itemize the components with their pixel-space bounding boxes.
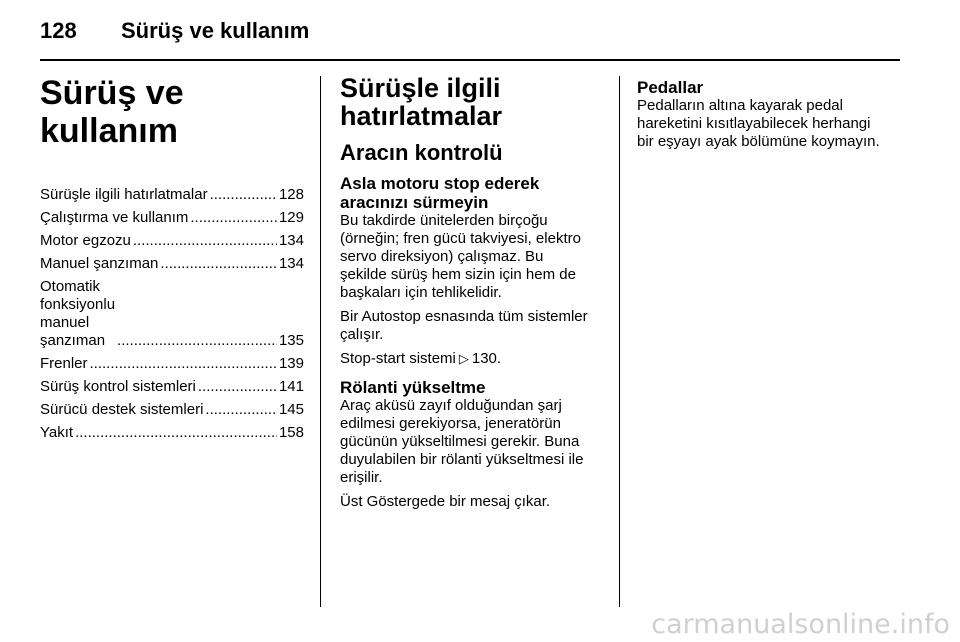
toc-item-page: 129 [278, 209, 304, 226]
sub-section-title: Aracın kontrolü [340, 140, 503, 165]
toc-item[interactable] [40, 401, 304, 419]
column-2 [340, 74, 604, 517]
toc-item[interactable] [40, 355, 304, 373]
paragraph: Üst Göstergede bir mesaj çıkar. [340, 493, 551, 510]
toc-leader [133, 232, 277, 250]
toc-item[interactable] [40, 378, 304, 396]
toc-item-page: 145 [278, 401, 304, 418]
chapter-title: Sürüş ve kullanım [40, 74, 184, 150]
toc-item-page: 134 [278, 255, 304, 272]
toc-item-title: Sürüşle ilgili hatırlatmalar [40, 186, 208, 203]
cross-reference-paragraph [340, 350, 604, 368]
page-number: 128 [40, 18, 77, 43]
toc-leader [205, 401, 277, 419]
toc-item-page: 134 [278, 232, 304, 249]
toc-item-title: Motor egzozu [40, 232, 131, 249]
paragraph: Pedalların altına kayarak pedal hareketini kısıtlayabilecek herhangi bir eşyayı ayak bölümüne koymayın. [637, 97, 880, 150]
toc-item-title: Sürücü destek sistemleri [40, 401, 204, 418]
toc-leader [90, 355, 277, 373]
column-divider-2 [619, 76, 620, 607]
toc-item-title: Yakıt [40, 424, 74, 441]
paragraph: Bu takdirde ünitelerden birçoğu (örneğin; fren gücü takviyesi, elektro servo direksiyon) çalışmaz. Bu şekilde sürüş hem sizin için hem de başkaları için tehlikelidir. [340, 212, 581, 301]
column-1 [40, 74, 304, 447]
column-3 [637, 74, 907, 157]
toc-item[interactable] [40, 232, 304, 250]
toc-item[interactable] [40, 424, 304, 442]
column-divider-1 [320, 76, 321, 607]
toc-leader [160, 255, 277, 273]
toc-leader [117, 332, 277, 350]
toc-item[interactable] [40, 255, 304, 273]
toc-item-title: Manuel şanzıman [40, 255, 159, 272]
toc-leader [210, 186, 277, 204]
toc-leader [198, 378, 277, 396]
toc-item-page: 135 [278, 332, 304, 349]
toc-item[interactable] [40, 186, 304, 204]
toc-item-title: Frenler [40, 355, 88, 372]
toc-item-page: 141 [278, 378, 304, 395]
paragraph: Araç aküsü zayıf olduğundan şarj edilmesi gerekiyorsa, jeneratörün gücünün yükseltilmesi gerekir. Buna duyulabilen bir rölanti yükseltmesi ile erişilir. [340, 397, 584, 486]
paragraph: Bir Autostop esnasında tüm sistemler çalışır. [340, 308, 588, 343]
toc-item-title: Çalıştırma ve kullanım [40, 209, 189, 226]
topic-title: Rölanti yükseltme [340, 378, 486, 397]
toc-item-title: Otomatik fonksiyonlu manuel şanzıman [40, 278, 116, 349]
arrow-right-icon: ▷ [458, 351, 469, 366]
header-rule [40, 59, 900, 61]
running-title: Sürüş ve kullanım [121, 18, 310, 43]
toc-item-page: 158 [278, 424, 304, 441]
toc-leader [190, 209, 277, 227]
topic-title: Pedallar [637, 78, 704, 97]
toc-leader [75, 424, 277, 442]
toc-item-page: 139 [278, 355, 304, 372]
cross-reference-text: Stop-start sistemi [340, 350, 456, 367]
toc-item-page: 128 [278, 186, 304, 203]
watermark: carmanualsonline.info [651, 609, 950, 640]
topic-title: Asla motoru stop ederek aracınızı sürmeyin [340, 174, 540, 212]
toc-item[interactable] [40, 278, 304, 350]
cross-reference-page[interactable]: 130. [471, 350, 502, 367]
section-title: Sürüşle ilgili hatırlatmalar [340, 73, 503, 131]
toc-item[interactable] [40, 209, 304, 227]
toc-item-title: Sürüş kontrol sistemleri [40, 378, 196, 395]
table-of-contents [40, 186, 304, 442]
